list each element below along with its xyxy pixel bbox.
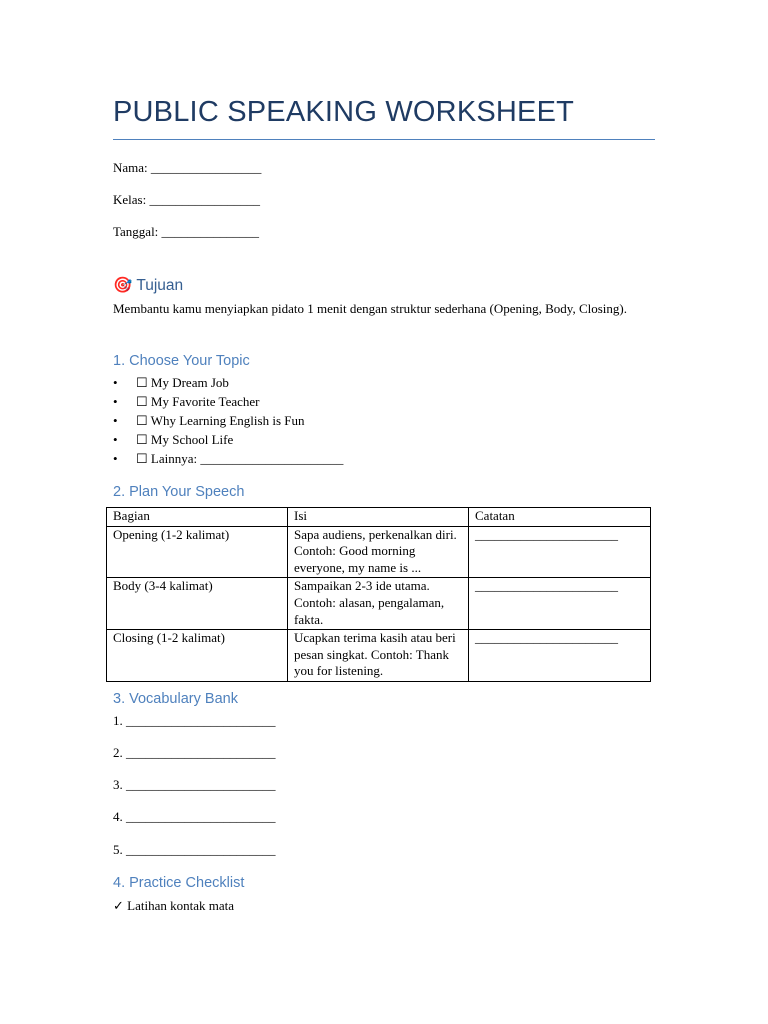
name-field — [113, 160, 261, 176]
table-cell: Sampaikan 2-3 ide utama. Contoh: alasan, pengalaman, fakta. — [288, 578, 469, 630]
class-label: Kelas: — [113, 192, 150, 207]
topic-heading: 1. Choose Your Topic — [113, 353, 250, 369]
table-header-row — [107, 508, 651, 527]
speech-plan-table — [106, 507, 651, 682]
table-cell: Ucapkan terima kasih atau beri pesan singkat. Contoh: Thank you for listening. — [288, 630, 469, 682]
date-blank: _______________ — [161, 224, 260, 239]
vocab-item: 1. _______________________ — [113, 713, 276, 728]
table-cell: ______________________ — [469, 578, 651, 630]
topic-option: ☐ Lainnya: ______________________ — [136, 451, 344, 466]
table-cell: Sapa audiens, perkenalkan diri. Contoh: Good morning everyone, my name is ... — [288, 526, 469, 578]
table-cell: ______________________ — [469, 526, 651, 578]
topic-option: ☐ My School Life — [136, 432, 234, 447]
vocab-heading: 3. Vocabulary Bank — [113, 691, 238, 707]
class-blank: _________________ — [149, 192, 260, 207]
plan-heading: 2. Plan Your Speech — [113, 484, 245, 500]
table-row — [107, 578, 651, 630]
vocab-item: 3. _______________________ — [113, 777, 276, 792]
name-label: Nama: — [113, 160, 151, 175]
table-cell: ______________________ — [469, 630, 651, 682]
column-header: Bagian — [107, 508, 288, 527]
class-field — [113, 192, 260, 208]
vocab-item: 2. _______________________ — [113, 745, 276, 760]
table-cell: Opening (1-2 kalimat) — [107, 526, 288, 578]
bullet-icon: • — [113, 451, 118, 466]
title-underline — [113, 139, 655, 140]
goal-text: Membantu kamu menyiapkan pidato 1 menit dengan struktur sederhana (Opening, Body, Closing). — [113, 301, 627, 316]
column-header: Catatan — [469, 508, 651, 527]
date-field — [113, 224, 259, 240]
bullet-icon: • — [113, 375, 118, 390]
topic-option: ☐ My Dream Job — [136, 375, 229, 390]
checklist-heading: 4. Practice Checklist — [113, 875, 245, 891]
checklist-item: ✓ Latihan kontak mata — [113, 898, 234, 913]
date-label: Tanggal: — [113, 224, 162, 239]
vocab-item: 5. _______________________ — [113, 842, 276, 857]
table-cell: Closing (1-2 kalimat) — [107, 630, 288, 682]
bullet-icon: • — [113, 413, 118, 428]
vocab-item: 4. _______________________ — [113, 809, 276, 824]
table-row — [107, 630, 651, 682]
bullet-icon: • — [113, 394, 118, 409]
name-blank: _________________ — [150, 160, 262, 175]
table-row — [107, 526, 651, 578]
topic-option: ☐ My Favorite Teacher — [136, 394, 260, 409]
table-cell: Body (3-4 kalimat) — [107, 578, 288, 630]
page-title: PUBLIC SPEAKING WORKSHEET — [113, 96, 575, 128]
bullet-icon: • — [113, 432, 118, 447]
goal-heading: 🎯 Tujuan — [113, 277, 184, 294]
topic-option: ☐ Why Learning English is Fun — [136, 413, 305, 428]
column-header: Isi — [288, 508, 469, 527]
